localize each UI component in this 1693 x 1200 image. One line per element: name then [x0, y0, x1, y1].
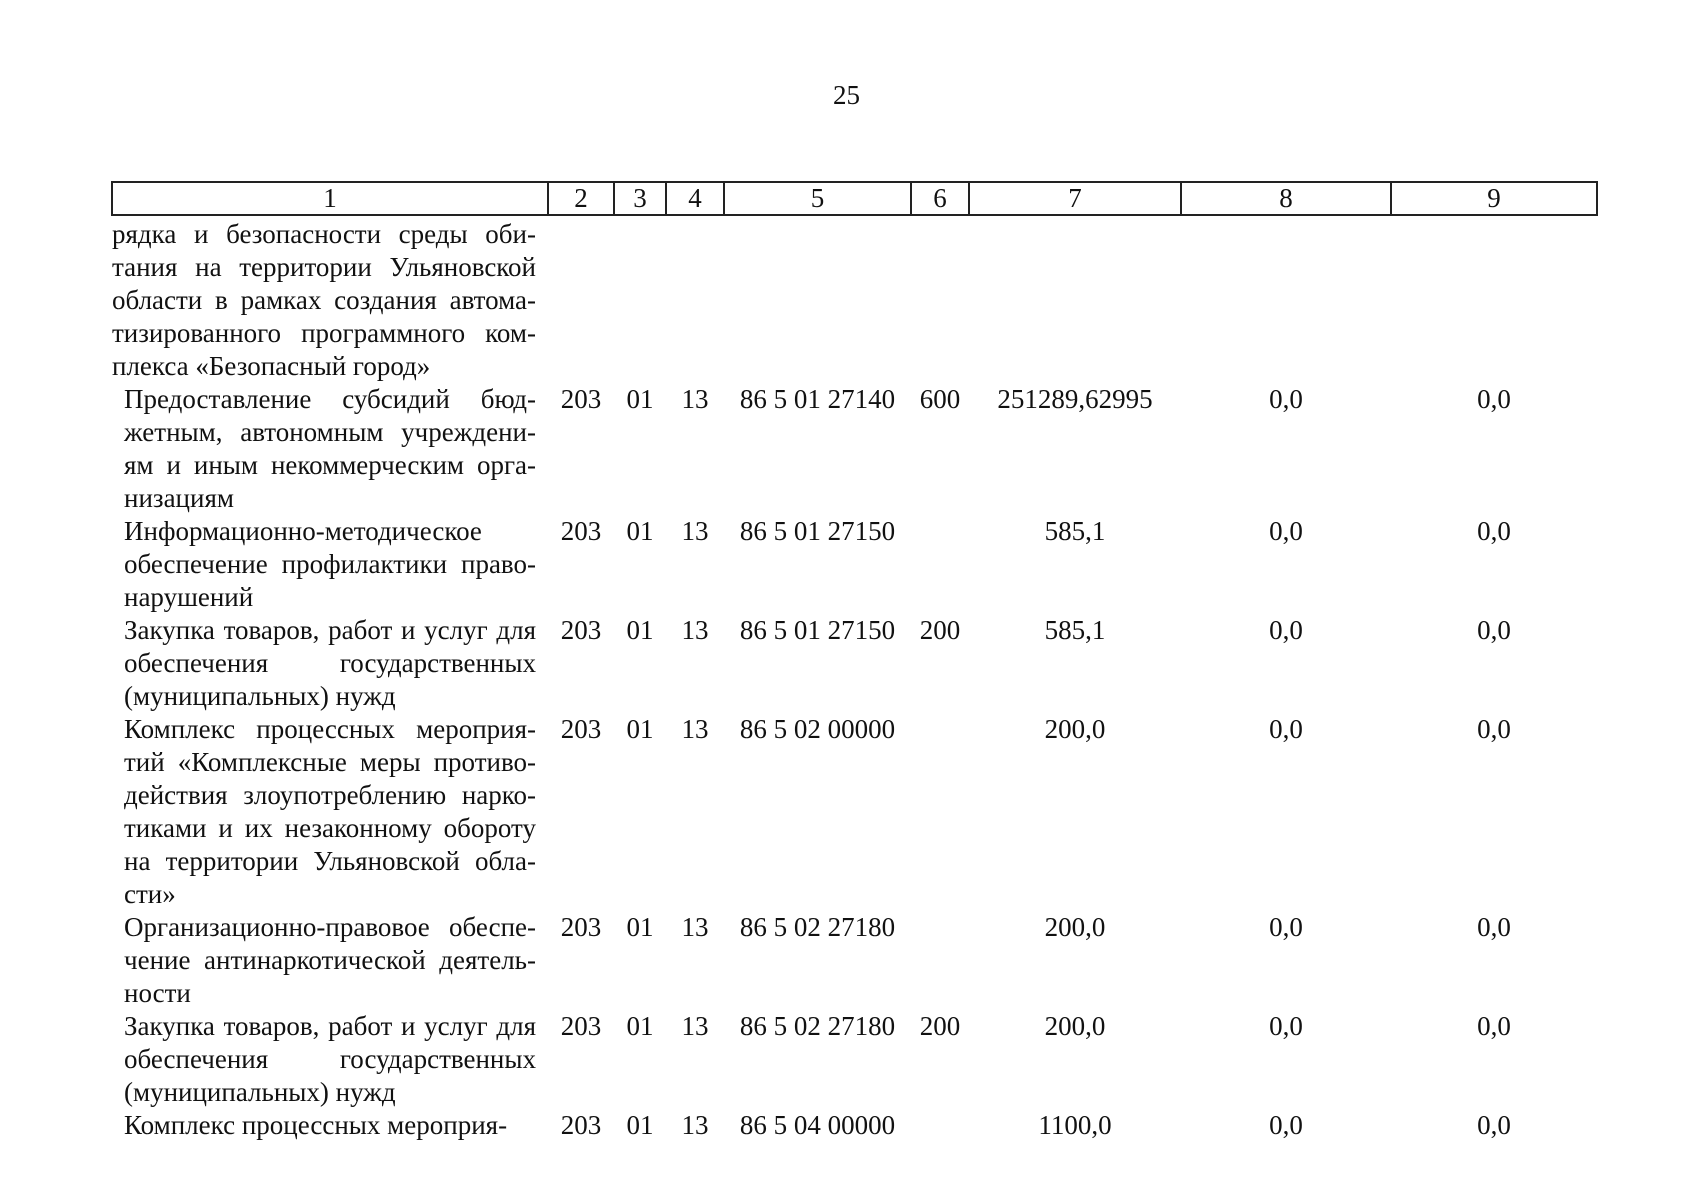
amount-2027-cell: 0,0	[1477, 516, 1511, 546]
table-row	[112, 713, 1597, 911]
header-row	[112, 182, 1597, 215]
column-header-5: 5	[724, 182, 911, 215]
section-cell: 203	[560, 1110, 602, 1140]
item-name-line: тизированного программного ком-	[112, 318, 536, 348]
column-header-1: 1	[112, 182, 548, 215]
amount-2025-cell: 200,0	[1044, 714, 1106, 744]
column-header-9: 9	[1391, 182, 1597, 215]
subsection-code-cell: 13	[681, 912, 709, 942]
target-article-cell: 86 5 01 27140	[739, 384, 896, 414]
section-cell: 203	[560, 912, 602, 942]
amount-2025-cell: 251289,62995	[997, 384, 1153, 414]
item-name-line: Организационно-правовое обеспе-	[124, 912, 536, 942]
item-name-line: сти»	[124, 879, 176, 909]
item-name-cell	[112, 383, 548, 515]
subsection-cell: 01	[626, 615, 654, 645]
expense-type-cell: 600	[919, 384, 961, 414]
subsection-code-cell: 13	[681, 615, 709, 645]
item-name-line: Комплекс процессных мероприя-	[124, 1110, 508, 1140]
item-name-line: жетным, автономным учреждени-	[124, 417, 536, 447]
item-name-line: тиками и их незаконному обороту	[124, 813, 536, 843]
expense-type-cell	[911, 713, 969, 911]
amount-2026-cell: 0,0	[1269, 1110, 1303, 1140]
amount-2027-cell	[1391, 215, 1597, 383]
section-cell: 203	[560, 714, 602, 744]
column-header-7: 7	[969, 182, 1181, 215]
item-name-cell	[112, 215, 548, 383]
amount-2025-cell: 585,1	[1044, 615, 1106, 645]
item-name-line: (муниципальных) нужд	[124, 1077, 396, 1107]
table-row	[112, 911, 1597, 1010]
subsection-cell: 01	[626, 1110, 654, 1140]
item-name-line: чение антинаркотической деятель-	[124, 945, 536, 975]
item-name-line: ям и иным некоммерческим орга-	[124, 450, 536, 480]
item-name-line: обеспечения государственных	[124, 648, 536, 678]
section-cell	[548, 215, 614, 383]
amount-2025-cell: 1100,0	[1038, 1110, 1112, 1140]
table-row	[112, 515, 1597, 614]
amount-2027-cell: 0,0	[1477, 1011, 1511, 1041]
section-cell: 203	[560, 1011, 602, 1041]
amount-2026-cell	[1181, 215, 1391, 383]
amount-2027-cell: 0,0	[1477, 912, 1511, 942]
expense-type-cell: 200	[919, 615, 961, 645]
subsection-cell: 01	[626, 1011, 654, 1041]
item-name-line: обеспечения государственных	[124, 1044, 536, 1074]
subsection-cell	[614, 215, 666, 383]
page-number: 25	[833, 80, 860, 110]
column-header-8: 8	[1181, 182, 1391, 215]
expense-type-cell	[911, 215, 969, 383]
item-name-line: тий «Комплексные меры противо-	[124, 747, 536, 777]
amount-2026-cell: 0,0	[1269, 384, 1303, 414]
subsection-code-cell: 13	[681, 1110, 709, 1140]
item-name-line: нарушений	[124, 582, 254, 612]
table-row	[112, 614, 1597, 713]
table-row	[112, 1109, 1597, 1142]
column-header-6: 6	[911, 182, 969, 215]
target-article-cell: 86 5 01 27150	[739, 615, 896, 645]
item-name-cell	[112, 614, 548, 713]
table-header	[112, 182, 1597, 215]
amount-2027-cell: 0,0	[1477, 384, 1511, 414]
item-name-cell	[112, 1010, 548, 1109]
item-name-cell	[112, 515, 548, 614]
target-article-cell: 86 5 01 27150	[739, 516, 896, 546]
item-name-line: Информационно-методическое	[124, 516, 482, 546]
column-header-4: 4	[666, 182, 724, 215]
table-body	[112, 215, 1597, 1142]
subsection-cell: 01	[626, 516, 654, 546]
item-name-cell	[112, 911, 548, 1010]
target-article-cell: 86 5 04 00000	[739, 1110, 896, 1140]
target-article-cell: 86 5 02 27180	[739, 912, 896, 942]
table-row	[112, 1010, 1597, 1109]
item-name-line: низациям	[124, 483, 234, 513]
target-article-cell: 86 5 02 00000	[739, 714, 896, 744]
amount-2026-cell: 0,0	[1269, 615, 1303, 645]
table-row	[112, 215, 1597, 383]
section-cell: 203	[560, 516, 602, 546]
amount-2027-cell: 0,0	[1477, 1110, 1511, 1140]
amount-2026-cell: 0,0	[1269, 714, 1303, 744]
column-header-3: 3	[614, 182, 666, 215]
item-name-line: обеспечение профилактики право-	[124, 549, 536, 579]
amount-2025-cell: 585,1	[1044, 516, 1106, 546]
amount-2027-cell: 0,0	[1477, 714, 1511, 744]
subsection-code-cell: 13	[681, 384, 709, 414]
expense-type-cell	[911, 1109, 969, 1142]
item-name-line: Закупка товаров, работ и услуг для	[124, 615, 536, 645]
amount-2025-cell: 200,0	[1044, 912, 1106, 942]
subsection-cell: 01	[626, 912, 654, 942]
amount-2027-cell: 0,0	[1477, 615, 1511, 645]
item-name-line: Закупка товаров, работ и услуг для	[124, 1011, 536, 1041]
target-article-cell: 86 5 02 27180	[739, 1011, 896, 1041]
amount-2026-cell: 0,0	[1269, 1011, 1303, 1041]
column-header-2: 2	[548, 182, 614, 215]
item-name-cell	[112, 1109, 548, 1142]
item-name-line: действия злоупотреблению нарко-	[124, 780, 536, 810]
subsection-code-cell: 13	[681, 714, 709, 744]
item-name-line: на территории Ульяновской обла-	[124, 846, 536, 876]
item-name-line: (муниципальных) нужд	[124, 681, 396, 711]
amount-2025-cell	[969, 215, 1181, 383]
item-name-line: тания на территории Ульяновской	[112, 252, 536, 282]
subsection-cell: 01	[626, 384, 654, 414]
subsection-cell: 01	[626, 714, 654, 744]
item-name-line: области в рамках создания автома-	[112, 285, 536, 315]
expense-type-cell: 200	[919, 1011, 961, 1041]
subsection-code-cell	[666, 215, 724, 383]
item-name-cell	[112, 713, 548, 911]
amount-2025-cell: 200,0	[1044, 1011, 1106, 1041]
amount-2026-cell: 0,0	[1269, 912, 1303, 942]
item-name-line: рядка и безопасности среды оби-	[112, 219, 536, 249]
subsection-code-cell: 13	[681, 1011, 709, 1041]
subsection-code-cell: 13	[681, 516, 709, 546]
item-name-line: ности	[124, 978, 191, 1008]
amount-2026-cell: 0,0	[1269, 516, 1303, 546]
budget-table	[111, 181, 1598, 1142]
expense-type-cell	[911, 515, 969, 614]
table-row	[112, 383, 1597, 515]
item-name-line: Комплекс процессных мероприя-	[124, 714, 536, 744]
section-cell: 203	[560, 384, 602, 414]
item-name-line: плекса «Безопасный город»	[112, 351, 431, 381]
item-name-line: Предоставление субсидий бюд-	[124, 384, 536, 414]
expense-type-cell	[911, 911, 969, 1010]
target-article-cell	[724, 215, 911, 383]
section-cell: 203	[560, 615, 602, 645]
